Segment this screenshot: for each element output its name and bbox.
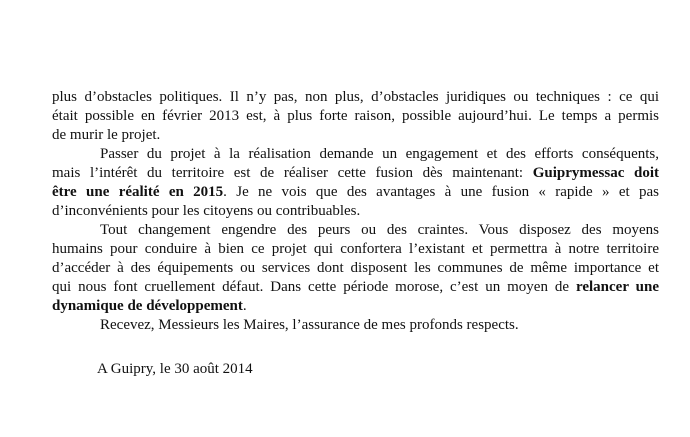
- paragraph-realisation: [52, 145, 659, 221]
- emphasis-text: Guiprymessac doit: [532, 165, 659, 181]
- text-line: Tout changement engendre des peurs ou des craintes. Vous disposez des moyens: [100, 222, 659, 238]
- emphasis-text: dynamique de développement: [52, 298, 243, 314]
- letter-body: [52, 88, 659, 335]
- text-line: [52, 278, 659, 297]
- text-line: [52, 164, 659, 183]
- place-and-date: A Guipry, le 30 août 2014: [97, 361, 253, 377]
- text-line: d’accéder à des équipements ou services dont disposent les communes de même importance et: [52, 260, 659, 276]
- text-line: humains pour conduire à bien ce projet qui confortera l’existant et permettra à notre territoire: [52, 241, 659, 257]
- text-fragment: mais l’intérêt du territoire est de réaliser cette fusion dès maintenant:: [52, 165, 533, 181]
- emphasis-text: relancer une: [575, 279, 659, 295]
- text-line: [52, 183, 659, 202]
- closing-formula: Recevez, Messieurs les Maires, l’assurance de mes profonds respects.: [100, 317, 519, 333]
- text-fragment: .: [242, 298, 247, 314]
- emphasis-text: être une réalité en 2015: [52, 184, 224, 200]
- paragraph-changement: [52, 221, 659, 316]
- text-line: était possible en février 2013 est, à plus forte raison, possible aujourd’hui. Le temps a permis: [52, 108, 659, 124]
- text-line: d’inconvénients pour les citoyens ou contribuables.: [52, 203, 361, 219]
- text-line: [52, 297, 659, 316]
- text-fragment: qui nous font cruellement défaut. Dans cette période morose, c’est un moyen de: [52, 279, 576, 295]
- text-line: Passer du projet à la réalisation demande un engagement et des efforts conséquents,: [100, 146, 659, 162]
- text-fragment: . Je ne vois que des avantages à une fusion « rapide » et pas: [223, 184, 660, 200]
- text-line: plus d’obstacles politiques. Il n’y pas, non plus, d’obstacles juridiques ou techniques : ce qui: [52, 89, 659, 105]
- text-line: de murir le projet.: [52, 127, 161, 143]
- paragraph-obstacles: [52, 88, 659, 145]
